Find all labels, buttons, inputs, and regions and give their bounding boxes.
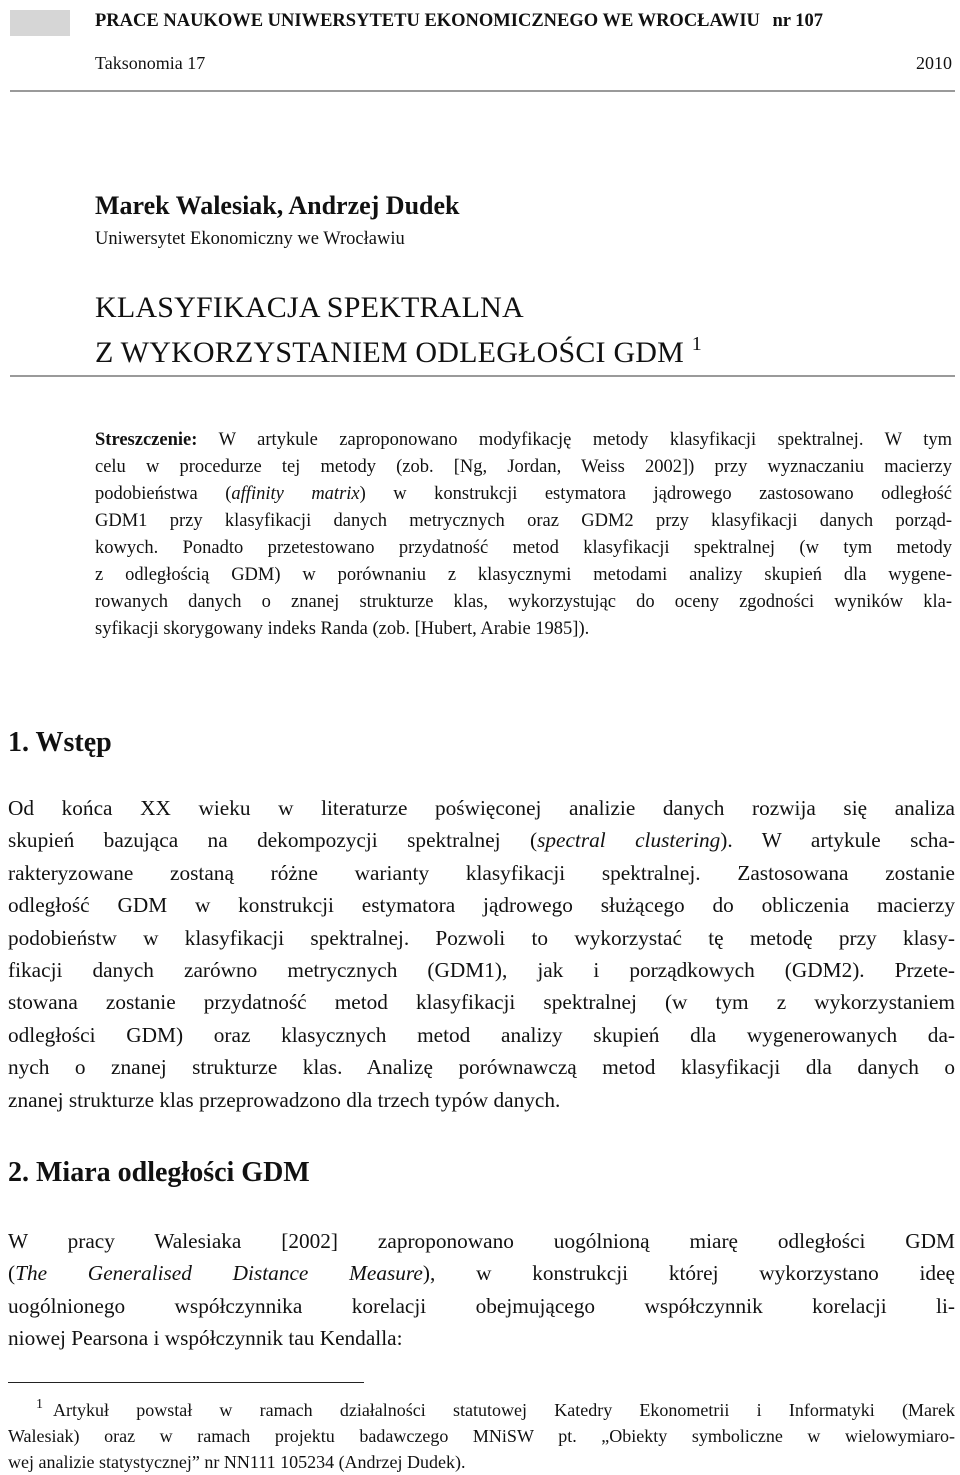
spectral-clustering-term: spectral clustering <box>537 828 721 853</box>
section-gdm-body <box>8 1225 955 1355</box>
abstract-label: Streszczenie: <box>95 430 198 450</box>
body-line: (The Generalised Distance Measure), w konstrukcji której wykorzystano ideę <box>8 1261 955 1286</box>
journal-title <box>95 11 823 32</box>
body-line: W pracy Walesiaka [2002] zaproponowano uogólnioną miarę odległości GDM <box>8 1229 955 1253</box>
abstract-line: syfikacji skorygowany indeks Randa (zob. [Hubert, Arabie 1985]). <box>95 619 590 639</box>
abstract-line: z odległością GDM) w porównaniu z klasycznymi metodami analizy skupień dla wygene- <box>95 565 952 585</box>
footnote <box>8 1392 955 1475</box>
body-line: odległość GDM w konstrukcji estymatora jądrowego służącego do obliczenia macierzy <box>8 893 955 918</box>
body-line: stowana zostanie przydatność metod klasyfikacji spektralnej (w tym z wykorzystaniem <box>8 990 955 1015</box>
abstract-line: GDM1 przy klasyfikacji danych metrycznych oraz GDM2 przy klasyfikacji danych porząd- <box>95 511 952 531</box>
abstract-line: kowych. Ponadto przetestowano przydatność metod klasyfikacji spektralnej (w tym metody <box>95 538 952 558</box>
body-line: znanej strukturze klas przeprowadzono dla trzech typów danych. <box>8 1087 561 1112</box>
section-heading-gdm: 2. Miara odległości GDM <box>8 1157 310 1188</box>
abstract-line: podobieństwa (affinity matrix) w konstrukcji estymatora jądrowego zastosowano odległość <box>95 484 952 504</box>
article-title-line-1: KLASYFIKACJA SPEKTRALNA <box>95 291 524 324</box>
body-line: nych o znanej strukturze klas. Analizę porównawczą metod klasyfikacji dla danych o <box>8 1055 955 1080</box>
section-intro-body <box>8 792 955 1116</box>
author-affiliation: Uniwersytet Ekonomiczny we Wrocławiu <box>95 229 405 249</box>
footnote-rule <box>8 1382 364 1383</box>
journal-number: nr 107 <box>772 11 824 31</box>
journal-name: PRACE NAUKOWE UNIWERSYTETU EKONOMICZNEGO WE WROCŁAWIU <box>95 11 760 31</box>
footnote-marker: 1 <box>36 1397 43 1412</box>
body-line: niowej Pearsona i współczynnik tau Kendalla: <box>8 1326 403 1351</box>
title-rule <box>10 375 955 377</box>
article-authors: Marek Walesiak, Andrzej Dudek <box>95 191 460 220</box>
publication-year: 2010 <box>916 53 952 73</box>
body-line: Od końca XX wieku w literaturze poświęconej analizie danych rozwija się analiza <box>8 796 955 820</box>
body-line: skupień bazująca na dekompozycji spektralnej (spectral clustering). W artykule scha- <box>8 828 955 853</box>
footnote-line: $^1$ Artykuł powstał w ramach działalności statutowej Katedry Ekonometrii i Informatyki (Marek <box>36 1397 955 1420</box>
affinity-matrix-term: affinity matrix <box>231 484 360 504</box>
footnote-line: wej analizie statystycznej” nr NN111 105234 (Andrzej Dudek). <box>8 1452 466 1472</box>
body-line: uogólnionego współczynnika korelacji obejmującego współczynnik korelacji li- <box>8 1293 955 1318</box>
abstract-line: rowanych danych o znanej strukturze klas, wykorzystując do oceny zgodności wyników kla- <box>95 592 952 612</box>
footnote-line: Walesiak) oraz w ramach projektu badawczego MNiSW pt. „Obiekty symboliczne w wielowymiaro- <box>8 1426 955 1446</box>
body-line: fikacji danych zarówno metrycznych (GDM1), jak i porządkowych (GDM2). Przete- <box>8 958 955 983</box>
section-heading-intro: 1. Wstęp <box>8 727 112 758</box>
abstract-line: celu w procedurze tej metody (zob. [Ng, Jordan, Weiss 2002]) przy wyznaczaniu macierzy <box>95 457 952 477</box>
body-line: podobieństw w klasyfikacji spektralnej. Pozwoli to wykorzystać tę metodę przy klasy- <box>8 925 955 950</box>
title-footnote-marker: 1 <box>691 333 702 355</box>
article-title-line-2 <box>95 333 702 370</box>
body-line: odległości GDM) oraz klasycznych metod analizy skupień dla wygenerowanych da- <box>8 1022 955 1047</box>
body-line: rakteryzowane zostaną różne warianty klasyfikacji spektralnej. Zastosowana zostanie <box>8 860 955 885</box>
series-label: Taksonomia 17 <box>95 53 206 73</box>
header-rule <box>10 90 955 92</box>
gdm-term: The Generalised Distance Measure <box>15 1261 423 1286</box>
article-title-text: Z WYKORZYSTANIEM ODLEGŁOŚCI GDM <box>95 336 685 369</box>
abstract-line: Streszczenie: W artykule zaproponowano modyfikację metody klasyfikacji spektralnej. W tym <box>95 430 953 450</box>
abstract <box>95 427 952 643</box>
